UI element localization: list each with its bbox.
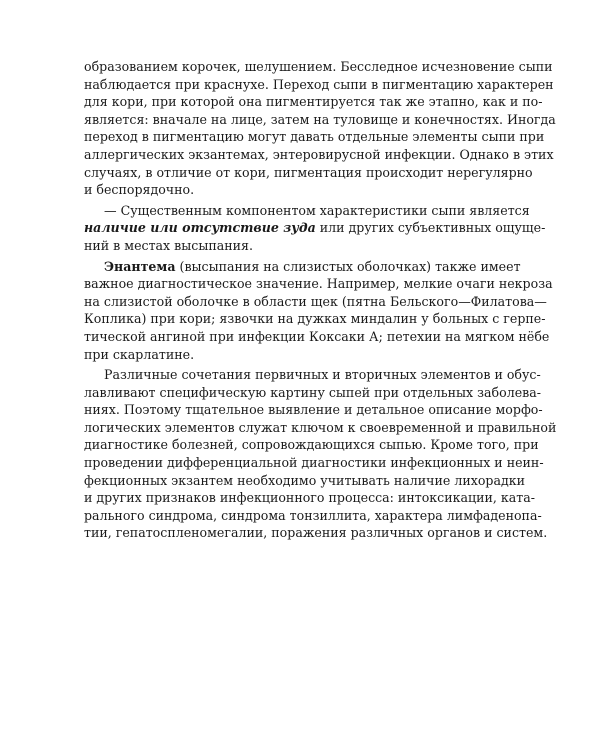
text-line: ниях. Поэтому тщательное выявление и детальное описание морфо- xyxy=(84,402,543,418)
text-line: и беспорядочно. xyxy=(84,182,195,198)
paragraph-rash-pigmentation xyxy=(84,58,556,199)
text-line: Коплика) при кори; язвочки на дужках миндалин у больных с герпе- xyxy=(84,311,546,327)
text-line: Различные сочетания первичных и вторичных элементов и обус- xyxy=(104,367,541,383)
text-line: диагностике болезней, сопровождающихся сыпью. Кроме того, при xyxy=(84,437,539,453)
text-line: фекционных экзантем необходимо учитывать наличие лихорадки xyxy=(84,472,525,488)
text-line: случаях, в отличие от кори, пигментация происходит нерегулярно xyxy=(84,164,533,180)
paragraph-diagnostics xyxy=(84,366,557,542)
text-line: и других признаков инфекционного процесса: интоксикации, ката- xyxy=(84,490,535,506)
text-line: ний в местах высыпания. xyxy=(84,237,253,253)
text-line: важное диагностическое значение. Например, мелкие очаги некроза xyxy=(84,276,553,292)
text-fragment: или других субъективных ощуще- xyxy=(315,220,546,236)
text-line: тии, гепатоспленомегалии, поражения различных органов и систем. xyxy=(84,525,548,541)
text-line: проведении дифференциальной диагностики инфекционных и неин- xyxy=(84,455,544,471)
text-line: является: вначале на лице, затем на туловище и конечностях. Иногда xyxy=(84,111,556,127)
text-line: переход в пигментацию могут давать отдельные элементы сыпи при xyxy=(84,129,545,145)
text-line: лавливают специфическую картину сыпей при отдельных заболева- xyxy=(84,384,542,400)
text-line: наблюдается при краснухе. Переход сыпи в пигментацию характерен xyxy=(84,76,554,92)
text-line: логических элементов служат ключом к своевременной и правильной xyxy=(84,419,557,435)
text-fragment: (высыпания на слизистых оболочках) также имеет xyxy=(175,258,521,274)
text-line: образованием корочек, шелушением. Бесследное исчезновение сыпи xyxy=(84,59,553,74)
text-line: при скарлатине. xyxy=(84,346,195,362)
paragraph-enanthema xyxy=(84,258,553,364)
text-line: аллергических экзантемах, энтеровирусной инфекции. Однако в этих xyxy=(84,146,554,162)
text-line: — Существенным компонентом характеристики сыпи является xyxy=(104,202,530,218)
text-line: тической ангиной при инфекции Коксаки А; петехии на мягком нёбе xyxy=(84,328,550,344)
text-line: рального синдрома, синдрома тонзиллита, характера лимфаденопа- xyxy=(84,507,542,523)
text-line xyxy=(84,258,519,276)
term-enanthema: Энантема xyxy=(104,258,176,274)
document-page xyxy=(84,58,557,542)
text-line xyxy=(84,219,546,237)
text-line: на слизистой оболочке в области щек (пятна Бельского—Филатова— xyxy=(84,293,547,309)
emphasis-itch: наличие или отсутствие зуда xyxy=(84,220,316,236)
text-line: для кори, при которой она пигментируется так же этапно, как и по- xyxy=(84,94,543,110)
paragraph-itch xyxy=(84,202,546,255)
